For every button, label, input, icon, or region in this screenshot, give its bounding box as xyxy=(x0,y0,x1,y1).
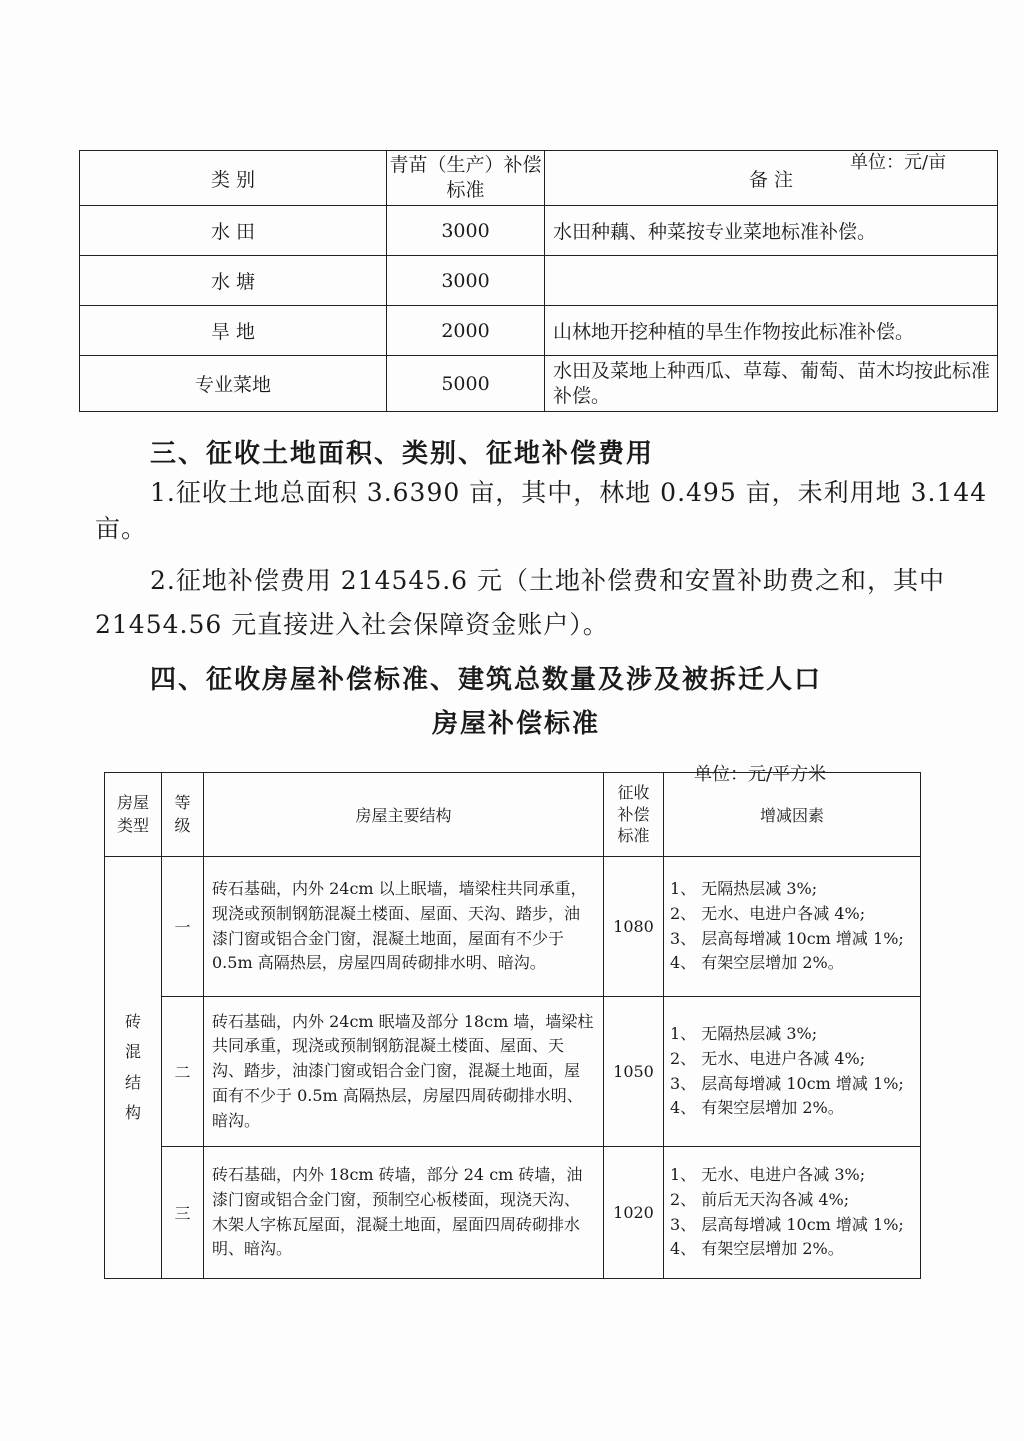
cell-standard: 5000 xyxy=(387,356,545,412)
cell-structure: 砖石基础，内外 18cm 砖墙，部分 24 cm 砖墙，油漆门窗或铝合金门窗，预制空心板楼面，现浇天沟、木架人字栋瓦屋面，混凝土地面，屋面四周砖砌排水明、暗沟。 xyxy=(204,1147,604,1279)
table-row xyxy=(80,206,998,256)
cell-factors: 1、 无隔热层减 3%; 2、 无水、电进户各减 4%; 3、 层高每增减 10cm 增减 1%; 4、 有架空层增加 2%。 xyxy=(664,997,921,1147)
table-row xyxy=(80,256,998,306)
table-row xyxy=(105,997,921,1147)
seedling-compensation-table xyxy=(79,150,998,412)
cell-factors: 1、 无水、电进户各减 3%; 2、 前后无天沟各减 4%; 3、 层高每增减 10cm 增减 1%; 4、 有架空层增加 2%。 xyxy=(664,1147,921,1279)
table-row xyxy=(80,356,998,412)
cell-remark: 水田种藕、种菜按专业菜地标准补偿。 xyxy=(545,206,998,256)
table-row xyxy=(105,1147,921,1279)
cell-structure: 砖石基础，内外 24cm 以上眠墙，墙梁柱共同承重，现浇或预制钢筋混凝土楼面、屋面、天沟、踏步，油漆门窗或铝合金门窗，混凝土地面，屋面有不少于 0.5m 高隔热层，房屋四周砖砌排水明、暗沟。 xyxy=(204,857,604,997)
house-compensation-table xyxy=(104,772,921,1279)
table2-title: 房屋补偿标准 xyxy=(432,709,601,739)
cell-standard: 1050 xyxy=(604,997,664,1147)
cell-standard: 1020 xyxy=(604,1147,664,1279)
section3-item1-line2: 亩。 xyxy=(95,514,148,543)
table1-unit: 单位：元/亩 xyxy=(850,152,947,173)
cell-house-type: 砖 混 结 构 xyxy=(105,857,162,1279)
header-house-type: 房屋 类型 xyxy=(105,773,162,857)
cell-category: 专业菜地 xyxy=(80,356,387,412)
cell-standard: 2000 xyxy=(387,306,545,356)
cell-grade: 三 xyxy=(162,1147,204,1279)
cell-standard: 3000 xyxy=(387,256,545,306)
cell-standard: 1080 xyxy=(604,857,664,997)
section3-title: 三、征收土地面积、类别、征地补偿费用 xyxy=(150,439,655,469)
cell-structure: 砖石基础，内外 24cm 眠墙及部分 18cm 墙，墙梁柱共同承重，现浇或预制钢筋混凝土楼面、屋面、天沟、踏步，油漆门窗或铝合金门窗，混凝土地面，屋面有不少于 0.5m 高隔热层，房屋四周砖砌排水明、暗沟。 xyxy=(204,997,604,1147)
section4-title: 四、征收房屋补偿标准、建筑总数量及涉及被拆迁人口 xyxy=(150,665,823,695)
cell-remark: 山林地开挖种植的旱生作物按此标准补偿。 xyxy=(545,306,998,356)
header-remark: 备 注 xyxy=(545,151,998,206)
cell-grade: 二 xyxy=(162,997,204,1147)
section3-item2-line2: 21454.56 元直接进入社会保障资金账户）。 xyxy=(95,610,609,639)
section3-item2-line1: 2.征地补偿费用 214545.6 元（土地补偿费和安置补助费之和，其中 xyxy=(150,566,946,595)
cell-grade: 一 xyxy=(162,857,204,997)
table-row xyxy=(105,857,921,997)
cell-factors: 1、 无隔热层减 3%; 2、 无水、电进户各减 4%; 3、 层高每增减 10cm 增减 1%; 4、 有架空层增加 2%。 xyxy=(664,857,921,997)
cell-remark: 水田及菜地上种西瓜、草莓、葡萄、苗木均按此标准补偿。 xyxy=(545,356,998,412)
cell-category: 水 田 xyxy=(80,206,387,256)
header-standard: 征收 补偿 标准 xyxy=(604,773,664,857)
table2-unit: 单位：元/平方米 xyxy=(694,764,827,785)
header-category: 类 别 xyxy=(80,151,387,206)
header-standard: 青苗（生产）补偿标准 xyxy=(387,151,545,206)
table-row xyxy=(80,306,998,356)
cell-category: 旱 地 xyxy=(80,306,387,356)
section3-item1-line1: 1.征收土地总面积 3.6390 亩，其中，林地 0.495 亩，未利用地 3.144 xyxy=(150,478,988,507)
header-grade: 等 级 xyxy=(162,773,204,857)
header-structure: 房屋主要结构 xyxy=(204,773,604,857)
header-factors: 增减因素 xyxy=(664,773,921,857)
cell-category: 水 塘 xyxy=(80,256,387,306)
cell-standard: 3000 xyxy=(387,206,545,256)
cell-remark xyxy=(545,256,998,306)
